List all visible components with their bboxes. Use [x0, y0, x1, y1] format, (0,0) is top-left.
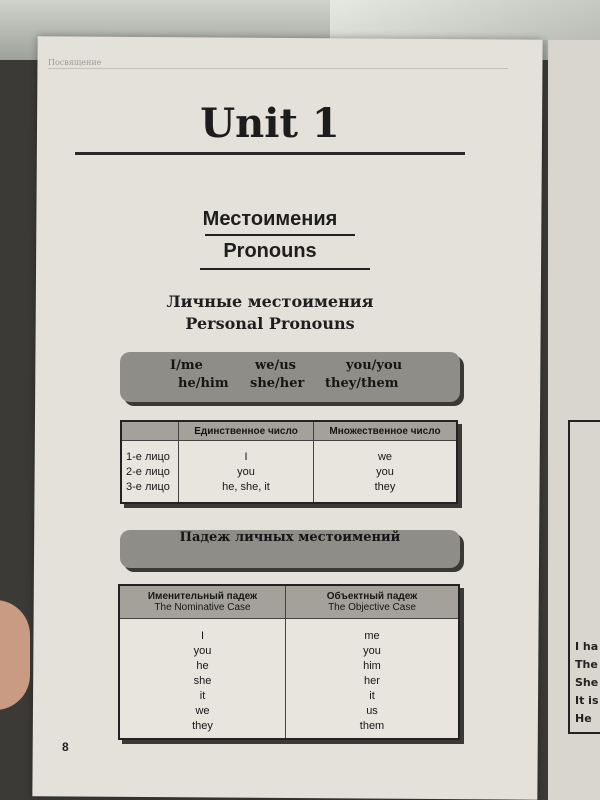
page-number: 8	[62, 740, 69, 754]
objective-pronoun: her	[364, 675, 380, 687]
objective-pronoun: them	[359, 720, 385, 732]
objective-pronoun: you	[363, 645, 381, 657]
table-row	[121, 449, 457, 464]
heading-en: Pronouns	[223, 240, 317, 262]
singular-cell: he, she, it	[179, 479, 314, 494]
nominative-pronoun: they	[192, 720, 213, 732]
unit-title: Unit 1	[200, 100, 340, 147]
plural-cell: they	[314, 479, 458, 494]
facing-page-line: She	[575, 676, 599, 689]
nominative-pronoun: we	[195, 705, 210, 717]
objective-pronoun: it	[369, 690, 375, 702]
pronoun-pairs-box	[120, 352, 460, 402]
table-row	[119, 619, 459, 740]
nominative-pronoun: I	[200, 630, 205, 642]
subheading-en: Personal Pronouns	[185, 314, 355, 333]
objective-header-ru: Объектный падеж	[326, 591, 418, 602]
heading-ru-underline	[205, 234, 355, 236]
heading-ru: Местоимения	[202, 208, 338, 230]
table-header-row	[119, 585, 459, 619]
nominative-header	[119, 585, 286, 619]
cloth-background	[330, 0, 600, 40]
table-row	[121, 479, 457, 494]
pronoun-pair: he/him	[178, 376, 229, 391]
table-header-row	[121, 421, 457, 441]
pronoun-pair: you/you	[346, 358, 403, 373]
nominative-pronoun: it	[199, 690, 206, 702]
facing-page-line: It is	[575, 694, 599, 707]
objective-pronoun: us	[366, 705, 378, 717]
pronoun-pair: I/me	[170, 358, 203, 373]
table-row	[121, 441, 457, 450]
nominative-column	[119, 619, 286, 740]
objective-pronoun: me	[364, 630, 380, 642]
objective-column	[286, 619, 460, 740]
subheading-ru: Личные местоимения	[166, 292, 374, 311]
singular-cell: I	[179, 449, 314, 464]
facing-page-line: I ha	[575, 640, 599, 653]
table-header: Множественное число	[314, 421, 458, 441]
plural-cell: you	[314, 464, 458, 479]
pronoun-pair: we/us	[255, 358, 296, 373]
objective-pronoun: him	[363, 660, 381, 672]
running-head: Посвящение	[48, 58, 102, 67]
nominative-header-ru: Именительный падеж	[147, 591, 258, 602]
person-label: 2-е лицо	[121, 464, 179, 479]
objective-header-en: The Objective Case	[328, 602, 416, 613]
singular-cell: you	[179, 464, 314, 479]
pronoun-pair: she/her	[250, 376, 305, 391]
unit-title-rule	[75, 152, 465, 155]
facing-page-line: He	[575, 712, 592, 725]
case-heading: Падеж личных местоимений	[120, 530, 460, 568]
pronoun-pair: they/them	[325, 376, 399, 391]
person-label: 3-е лицо	[121, 479, 179, 494]
finger	[0, 600, 30, 710]
table-header	[121, 421, 179, 441]
nominative-pronoun: he	[196, 660, 209, 672]
table-header: Единственное число	[179, 421, 314, 441]
table-row	[121, 494, 457, 503]
heading-en-underline	[200, 268, 370, 270]
objective-header	[286, 585, 460, 619]
running-head-rule	[48, 68, 508, 69]
case-table	[118, 584, 460, 740]
nominative-pronoun: she	[193, 675, 212, 687]
table-row	[121, 464, 457, 479]
facing-page-line: The	[575, 658, 598, 671]
person-number-table	[120, 420, 458, 504]
person-label: 1-е лицо	[121, 449, 179, 464]
plural-cell: we	[314, 449, 458, 464]
nominative-pronoun: you	[193, 645, 212, 657]
nominative-header-en: The Nominative Case	[154, 602, 251, 613]
